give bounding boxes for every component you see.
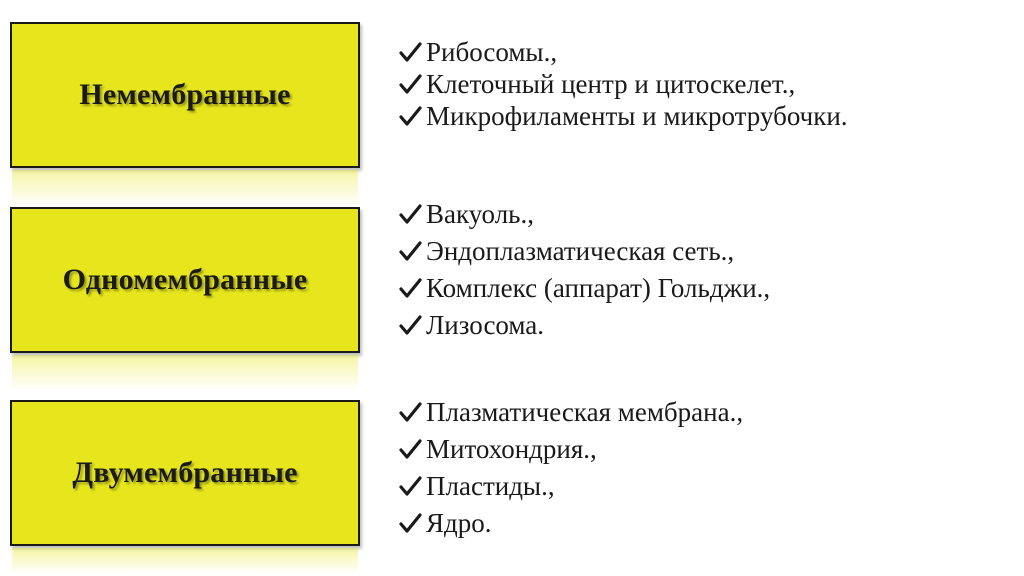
list-item-text: Плазматическая мембрана., [426, 397, 744, 427]
list-item [396, 507, 743, 539]
list-item [396, 433, 743, 465]
list-item [396, 396, 743, 428]
checkmark-icon [396, 235, 426, 267]
list-item [396, 470, 743, 502]
category-box-nonmembrane [10, 22, 360, 168]
checkmark-icon [396, 272, 426, 304]
list-item-text: Лизосома. [426, 310, 545, 340]
category-label: Двумембранные [72, 456, 298, 489]
checkmark-icon [396, 396, 426, 428]
organelle-list [396, 36, 848, 132]
category-box-single-membrane [10, 207, 360, 353]
list-item-text: Клеточный центр и цитоскелет., [426, 69, 796, 99]
list-item [396, 68, 848, 100]
checkmark-icon [396, 309, 426, 341]
checkmark-icon [396, 470, 426, 502]
list-item-text: Ядро. [426, 508, 492, 538]
organelle-list [396, 396, 743, 539]
list-item [396, 100, 848, 132]
box-reflection [12, 548, 358, 574]
checkmark-icon [396, 507, 426, 539]
list-item [396, 272, 770, 304]
category-box-double-membrane [10, 400, 360, 546]
list-item [396, 309, 770, 341]
list-item-text: Пластиды., [426, 471, 555, 501]
checkmark-icon [396, 198, 426, 230]
category-label: Немембранные [79, 78, 291, 111]
checkmark-icon [396, 36, 426, 68]
list-item-text: Рибосомы., [426, 37, 558, 67]
list-item-text: Митохондрия., [426, 434, 597, 464]
list-item [396, 235, 770, 267]
list-item-text: Вакуоль., [426, 199, 534, 229]
list-item-text: Микрофиламенты и микротрубочки. [426, 101, 848, 131]
list-item-text: Эндоплазматическая сеть., [426, 236, 735, 266]
checkmark-icon [396, 100, 426, 132]
box-reflection [12, 355, 358, 391]
category-label: Одномембранные [62, 263, 308, 296]
box-reflection [12, 170, 358, 206]
list-item-text: Комплекс (аппарат) Гольджи., [426, 273, 771, 303]
list-item [396, 198, 770, 230]
checkmark-icon [396, 68, 426, 100]
list-item [396, 36, 848, 68]
organelle-list [396, 198, 770, 341]
checkmark-icon [396, 433, 426, 465]
